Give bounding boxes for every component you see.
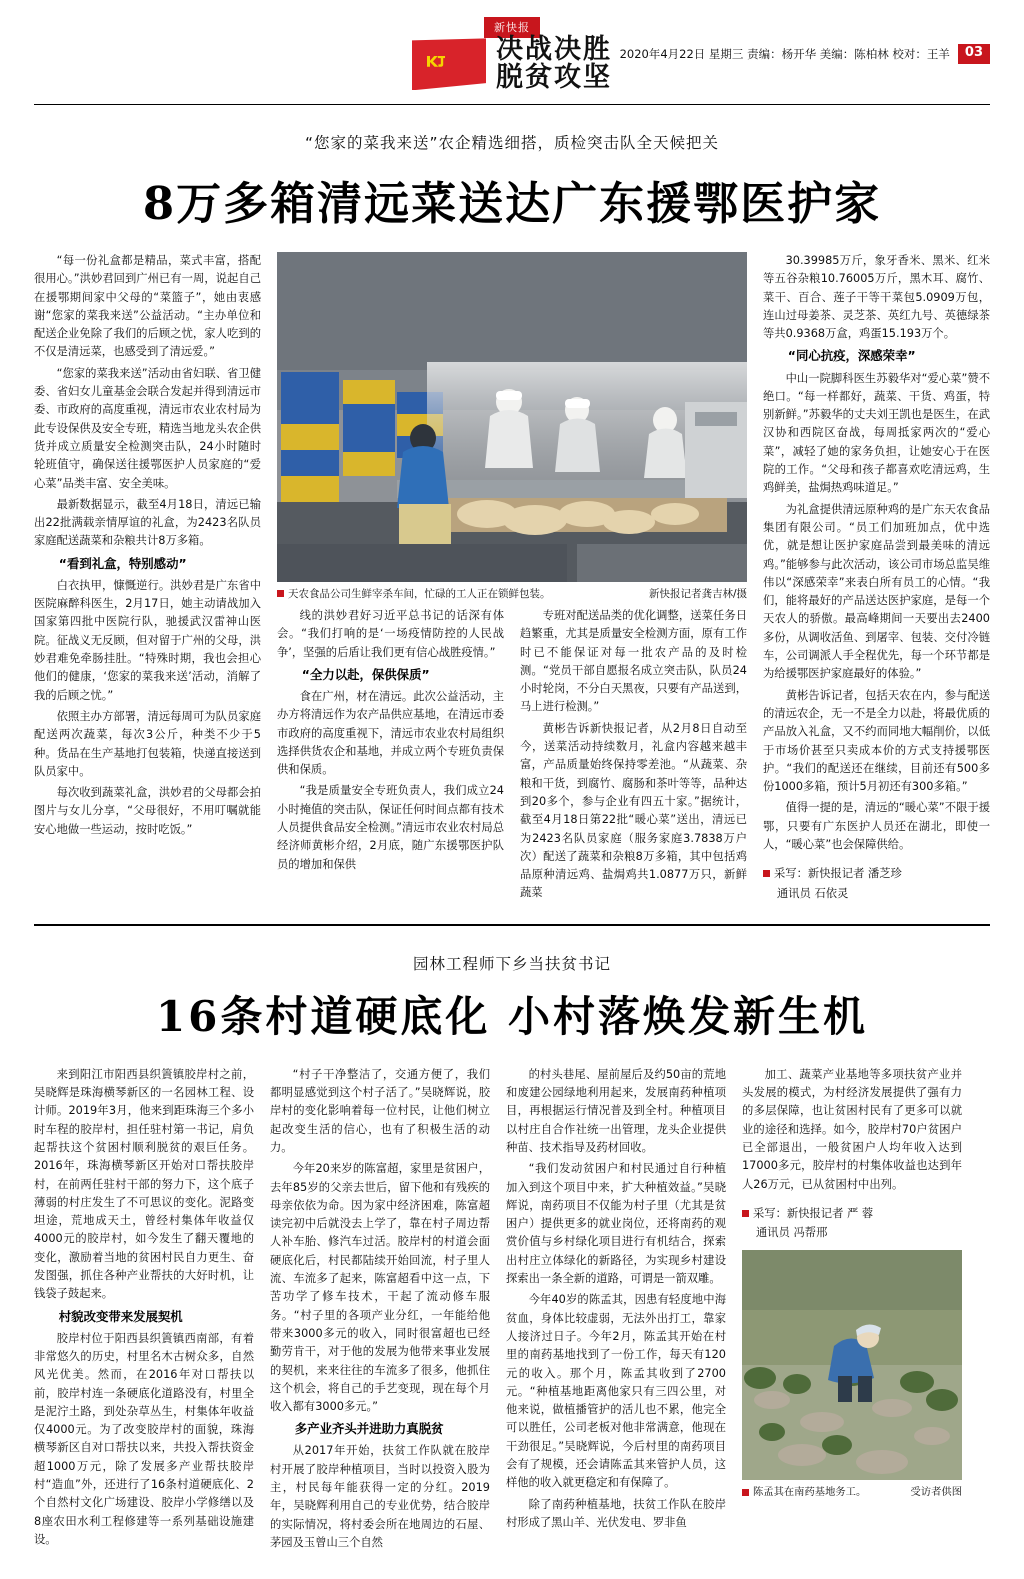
article-secondary (34, 952, 990, 1556)
article2-column-3 (506, 1066, 726, 1535)
article1-shoulder: “您家的菜我来送”农企精选细搭，质检突击队全天候把关 (304, 134, 720, 152)
article1-subhead-2: “全力以赴，保供保质” (301, 666, 430, 682)
paragraph: “我是质量安全专班负责人，我们成立24小时掩值的突击队，保证任何时间点都有技术人员提供食品安全检测。”清远市农业农村局总经济师黄彬介绍，2月底，随广东援鄂医护队员的增加和保供 (277, 784, 504, 871)
byline-writer: 采写：新快报记者 潘芝珍 (774, 867, 902, 881)
masthead-info (620, 44, 990, 64)
article-main (34, 131, 990, 906)
byline-line-1 (742, 1204, 962, 1223)
byline-line-2: 通讯员 石依灵 (777, 886, 849, 900)
paragraph: 每次收到蔬菜礼盒，洪妙君的父母都会拍图片与女儿分享，“父母很好，不用叮嘱就能安心地做一些运动，按时吃饭。” (34, 786, 261, 836)
article1-subhead-1: “看到礼盒，特别感动” (58, 555, 187, 571)
article2-column-1 (34, 1066, 254, 1553)
paragraph: 最新数据显示，截至4月18日，清远已输出22批满载亲情厚谊的礼盒，为2423名队员家庭配送蔬菜和杂粮共计8万多箱。 (34, 497, 261, 548)
paragraph: 从2017年开始，扶贫工作队就在胶岸村开展了胶岸种植项目，当时以投资入股为主，村民每年能获得一定的分红。2019年，吴晓辉利用自己的专业优势，结合胶岸的实际情况，将村委会所在地周边的石屋、茅园及玉曾山三个自然 (270, 1444, 490, 1549)
caption-credit: 受访者供图 (910, 1486, 962, 1499)
article1-column-2 (277, 607, 504, 877)
paragraph: 食在广州，材在清远。此次公益活动，主办方将清远作为农产品供应基地，在清远市委市政府的高度重视下，清远市农业农村局组织选择供货农企和基地，并成立两个专班负责保供和保质。 (277, 689, 504, 777)
caption-left-wrap (277, 586, 551, 601)
article2-figure (742, 1250, 962, 1501)
paragraph: 胶岸村位于阳西县织篢镇西南部，有着非常悠久的历史，村里名木古树众多，自然风光优美。然而，在2016年对口帮扶以前，胶岸村连一条硬底化道路没有，村里全是泥泞土路，到处杂草丛生，村集体年收益仅4000元。为了改变胶岸村的面貌，珠海横琴新区自对口帮扶以来，共投入帮扶资金超1000万元，除了发展多产业帮扶胶岸村“造血”外，还进行了16条村道硬底化、2个自然村文化广场建设、胶岸小学修缮以及8座农田水利工程修建等一系列基础设施建设。 (34, 1331, 254, 1546)
article2-shoulder: 园林工程师下乡当扶贫书记 (412, 954, 611, 973)
paragraph: 来到阳江市阳西县织篢镇胶岸村之前，吴晓辉是珠海横琴新区的一名园林工程、设计师。2019年3月，他来到距珠海三个多小时车程的胶岸村，担任驻村第一书记，肩负起帮扶这个贫困村顺利脱贫的艰巨任务。2016年，珠海横琴新区开始对口帮扶胶岸村，在前两任驻村干部的努力下，这个底子薄弱的村庄发生了不可思议的变化。泥路变坦途，荒地成天土，曾经村集体年收益仅4000元的胶岸村，如今发生了翻天覆地的变化，激励着当地的贫困村民自力更生、奋发图强，抓住各种产业帮扶的大好时机，让钱袋子鼓起来。 (34, 1067, 254, 1301)
slogan-line-1: 决战决胜 (496, 34, 612, 65)
red-square-icon (742, 1210, 749, 1217)
article1-headline: 8万多箱清远菜送达广东援鄂医护家 (142, 177, 882, 230)
caption-text: 天农食品公司生鲜宰杀车间，忙碌的工人正在锁鲜包装。 (288, 588, 551, 600)
byline-line-2: 通讯员 冯帮邢 (756, 1226, 828, 1240)
caption-credit: 新快报记者龚吉林/摄 (648, 588, 747, 600)
paragraph: 黄彬告诉新快报记者，从2月8日自动至今，送菜活动持续数月，礼盒内容越来越丰富，产品质量始终保持零差池。“从蔬菜、杂粮和干货，到腐竹、腐肠和茶叶等等，品种达到20多个，参与企业有四五十家。”据统计，截至4月18日第22批“暖心菜”送出，清远已为2423名队员家庭（服务家庭3.7838万户次）配送了蔬菜和杂粮8万多箱，其中包括鸡品原种清远鸡、盐焗鸡共1.0877万只，新鲜蔬菜 (520, 721, 747, 900)
article1-columns (34, 252, 990, 906)
paragraph: “村子干净整洁了，交通方便了，我们都明显感觉到这个村子活了。”吴晓辉说，胶岸村的变化影响着每一位村民，让他们树立起改变生活的信心，也有了积极生活的动力。 (270, 1067, 490, 1154)
paragraph: 线的洪妙君好习近平总书记的话深有体会。“我们打响的是‘一场疫情防控的人民战争’，坚强的后盾让我们更有信心战胜疫情。” (277, 609, 504, 659)
caption-left-wrap (742, 1484, 866, 1501)
masthead (34, 18, 990, 105)
masthead-center (412, 36, 612, 93)
article1-caption (277, 586, 747, 601)
red-square-icon (763, 870, 770, 877)
paragraph: 的村头巷尾、屋前屋后及约50亩的荒地和废建公园绿地利用起来，发展南药种植项目，再根据运行情况普及到全村。种植项目以村庄自合作社统一出管理，龙头企业提供种苗、技术指导及药材回收。 (506, 1067, 726, 1154)
article1-figure (277, 252, 747, 601)
article2-subhead-2: 多产业齐头并进助力真脱贫 (294, 1421, 444, 1437)
page-number-badge: 03 (958, 44, 990, 64)
paragraph: “我们发动贫困户和村民通过自行种植加入到这个项目中来，扩大种植效益。”吴晓辉说，南药项目不仅能为村子里（尤其是贫困户）提供更多的就业岗位，还将南药的观赏价值与乡村绿化项目进行有机结合，探索出村庄立体绿化的新路径，为实现乡村建设探索出一条全新的道路，可谓是一箭双雕。 (506, 1162, 726, 1286)
red-square-icon (277, 590, 284, 597)
paragraph: 依照主办方部署，清远每周可为队员家庭配送两次蔬菜，每次3公斤，种类不少于5种。货品在生产基地打包装箱，快递直接送到队员家中。 (34, 709, 261, 778)
red-square-icon (742, 1489, 749, 1496)
article2-column-4 (742, 1066, 962, 1501)
photo-illustration (742, 1250, 962, 1480)
paragraph: 今年40岁的陈孟其，因患有轻度地中海贫血，身体比较虚弱，无法外出打工，靠家人接济过日子。今年2月，陈孟其开始在村里的南药基地找到了一份工作，每天有120元的收入。那个月，陈孟其收到了2700元。“种植基地距离他家只有三四公里，对他来说，做植播管护的活儿也不累，他完全可以胜任，公司老板对他非常满意，他现在干劲很足。”吴晓辉说，今后村里的南药项目会有了规模，还会请陈孟其来管护人员，这样他的收入就更稳定和有保障了。 (506, 1293, 726, 1490)
article1-photo (277, 252, 747, 582)
byline-line-1 (763, 864, 990, 883)
paragraph: 30.39985万斤，象牙香米、黑米、红米等五谷杂粮10.76005万斤，黑木耳、腐竹、菜干、百合、莲子干等干菜包5.0909万包，连山过母姜茶、灵芝茶、英红九号、英德绿茶等共0.9368万盒，鸡蛋15.193万个。 (763, 254, 990, 341)
article2-columns (34, 1066, 990, 1556)
article1-column-4 (763, 252, 990, 903)
article2-photo (742, 1250, 962, 1480)
party-flag-icon (412, 38, 486, 90)
paragraph: 值得一提的是，清远的“暖心菜”不限于援鄂，只要有广东医护人员还在湖北，即使一人，“暖心菜”也会保障供给。 (763, 801, 990, 851)
article2-column-2 (270, 1066, 490, 1556)
caption-text: 陈孟其在南药基地务工。 (753, 1486, 867, 1499)
paragraph: 为礼盒提供清远原种鸡的是广东天农食品集团有限公司。“员工们加班加点，优中选优，就是想让医护家庭品尝到最美味的清远鸡。”能够参与此次活动，该公司市场总监吴维伟以“深感荣幸”来表白所有员工的心情。“我们，能将最好的产品送达医护家庭，是每一个天农人的骄傲。最高峰期间一天要出去2400多份，从调收活鱼、到屠宰、包装、交付冷链车，公司调派人手全程优先，每一个环节都是为给援鄂医护家庭最好的体验。” (763, 502, 990, 681)
paragraph: 白衣执甲，慷慨逆行。洪妙君是广东省中医院麻醉科医生，2月17日，她主动请战加入国家第四批中医院行队，驰援武汉雷神山医院。征战义无反顾，但对留于广州的父母，洪妙君难免牵肠挂肚。“特殊时期，我也会担心他们的健康，‘您家的菜我来送’活动，消解了我的后顾之忧。” (34, 578, 261, 702)
article1-subhead-3: “同心抗疫，深感荣幸” (787, 348, 916, 364)
paragraph: 今年20来岁的陈富超，家里是贫困户，去年85岁的父亲去世后，留下他和有残疾的母亲依依为命。因为家中经济困难，陈富超读完初中后就没去上学了，靠在村子周边帮人补车胎、修汽车过活。胶岸村的村道会面硬底化后，村民都陆续开始回流，村子里人流、车流多了起来，陈富超看中这一点，下苦功学了修车技术，干起了流动修车服务。“村子里的各项产业分红，一年能给他带来3000多元的收入，同时很富超也已经勤劳肯干，对于他的发展为他带来事业发展的契机，来来往往的车流多了很多，他抓住这个机会，将自己的手艺变现，现在每个月收入都有3000多元。” (270, 1162, 490, 1414)
byline-writer: 采写：新快报记者 严 蓉 (753, 1206, 874, 1220)
article2-headline: 16条村道硬底化 小村落焕发新生机 (155, 991, 869, 1041)
article1-column-3 (520, 607, 747, 906)
masthead-slogan (496, 36, 612, 93)
paragraph: 中山一院脚科医生苏毅华对“爱心菜”赞不绝口。“每一样都好，蔬菜、干货、鸡蛋，特别新鲜。”苏毅华的丈夫刘王凯也是医生，在武汉协和西院区奋战，每周抵家两次的“爱心菜”，减轻了她的家务负担，让她安心于在医院的工作。“父母和孩子都喜欢吃清远鸡，生鸡鲜美，盐焗热鸡味道足。” (763, 371, 990, 495)
publication-date-credits: 2020年4月22日 星期三 责编：杨开华 美编：陈柏林 校对：王羊 (619, 46, 950, 61)
section-divider (34, 924, 990, 926)
article1-byline (763, 864, 990, 902)
paragraph: 专班对配送品类的优化调整，送菜任务日趋繁重，尤其是质量安全检测方面，原有工作时已不能保证对每一批农产品的及时检测。“党员干部自愿报名成立突击队，队员24小时轮岗，不分白天黑夜，只要有产品送到，马上进行检测。” (520, 609, 747, 714)
paragraph: “每一份礼盒都是精品，菜式丰富，搭配很用心。”洪妙君回到广州已有一周，说起自己在援鄂期间家中父母的“菜篮子”，她由衷感谢“您家的菜我来送”公益活动。“主办单位和配送企业免除了我们的后顾之忧，家人吃到的不仅是清远菜，也感受到了清远爱。” (34, 254, 261, 359)
paragraph: 除了南药种植基地，扶贫工作队在胶岸村形成了黑山羊、光伏发电、罗非鱼 (506, 1497, 726, 1529)
paragraph: 黄彬告诉记者，包括天农在内，参与配送的清远农企，无一不是全力以赴，将最优质的产品放入礼盒，又不约而同地大幅削价，以低于市场价甚至只卖成本价的方式支持援鄂医护。“我们的配送还在继续，目前还有500多份1000多箱，预计5月初还有300多箱。” (763, 688, 990, 794)
slogan-line-2: 脱贫攻坚 (496, 62, 612, 94)
article2-byline (742, 1204, 962, 1242)
paragraph: 加工、蔬菜产业基地等多项扶贫产业并头发展的模式，为村经济发展提供了强有力的多层保障，也让贫困村民有了更多可以就业的途径和选择。如今，胶岸村70户贫困户已全部退出，一般贫困户人均年收入达到17000多元，胶岸村的村集体收益也达到年人26万元，已从贫困村中出列。 (742, 1067, 962, 1191)
article1-column-1 (34, 252, 261, 842)
paragraph: “您家的菜我来送”活动由省妇联、省卫健委、省妇女儿童基金会联合发起并得到清远市委、市政府的高度重视，清远市农业农村局为此专设保供及安全专班，精选当地龙头农企供货并成立质量安全检测突击队，24小时随时轮班值守，确保送往援鄂医护人员家庭的“爱心菜”品类丰富、安全美味。 (34, 366, 261, 490)
article2-caption (742, 1484, 962, 1501)
photo-illustration (277, 252, 747, 582)
article1-inner-columns (277, 607, 747, 906)
article2-subhead-1: 村貌改变带来发展契机 (58, 1308, 183, 1324)
newspaper-name-tag: 新快报 (484, 17, 540, 38)
article1-center-block (277, 252, 747, 906)
